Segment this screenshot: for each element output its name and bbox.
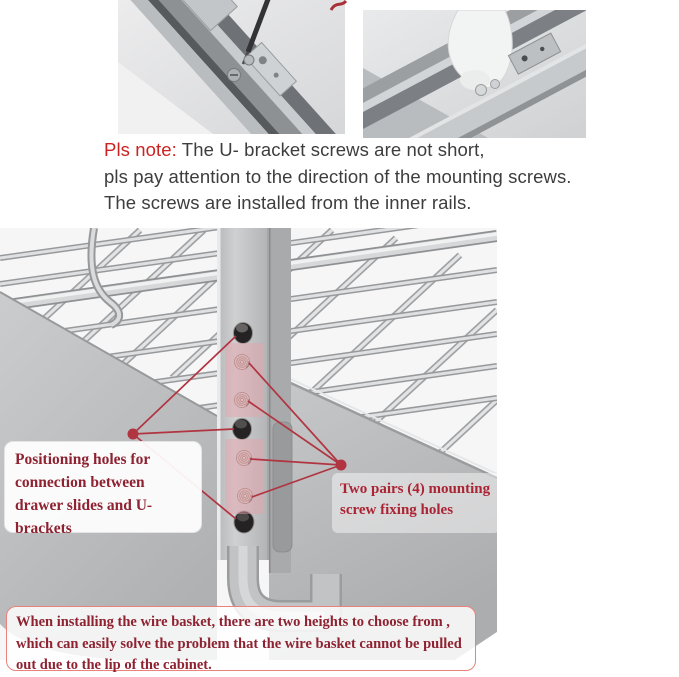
callout-left-line-3: drawer slides and U-brackets: [15, 497, 153, 537]
drawer-slide-photo-illustration: [118, 0, 345, 134]
bottom-note-line-3: out due to the lip of the cabinet.: [16, 657, 212, 673]
photo-screwdriver-on-slide: [118, 0, 345, 134]
inner-rail-strip: [273, 422, 292, 552]
callout-left-line-2: connection between: [15, 474, 145, 491]
pink-highlight-top: [225, 343, 264, 417]
bottom-note-line-2: which can easily solve the problem that the wire basket cannot be pulled: [16, 635, 462, 652]
screw-head: [476, 85, 487, 96]
bottom-note-line-1: When installing the wire basket, there are two heights to choose from ,: [16, 614, 450, 630]
callout-right-line-1: Two pairs (4) mounting: [340, 481, 491, 497]
screw-head: [491, 80, 500, 89]
callout-left-line-1: Positioning holes for: [15, 451, 151, 468]
annotation-dot-left: [128, 429, 139, 440]
screw-head: [244, 55, 254, 65]
positioning-hole: [234, 511, 254, 533]
note-line-2: pls pay attention to the direction of the mounting screws.: [104, 165, 572, 187]
bottom-note-box: [6, 606, 476, 671]
note-prefix: Pls note:: [104, 139, 177, 160]
positioning-hole: [233, 419, 252, 440]
note-line-3: The screws are installed from the inner rails.: [104, 192, 472, 213]
pink-highlight-bottom: [225, 439, 264, 514]
callout-right-line-2: screw fixing holes: [340, 502, 454, 518]
note-line-1: Pls note: The U- bracket screws are not short,: [104, 139, 485, 160]
annotation-dot-right: [336, 460, 347, 471]
hand-screws-photo-illustration: [363, 10, 586, 138]
callout-mounting-holes: [332, 473, 500, 533]
photo-hand-installing-screws: [363, 10, 586, 138]
note-text: [104, 137, 624, 217]
callout-positioning-holes: [4, 441, 202, 537]
red-corner-mark-icon: [329, 0, 347, 12]
positioning-hole: [234, 323, 253, 344]
